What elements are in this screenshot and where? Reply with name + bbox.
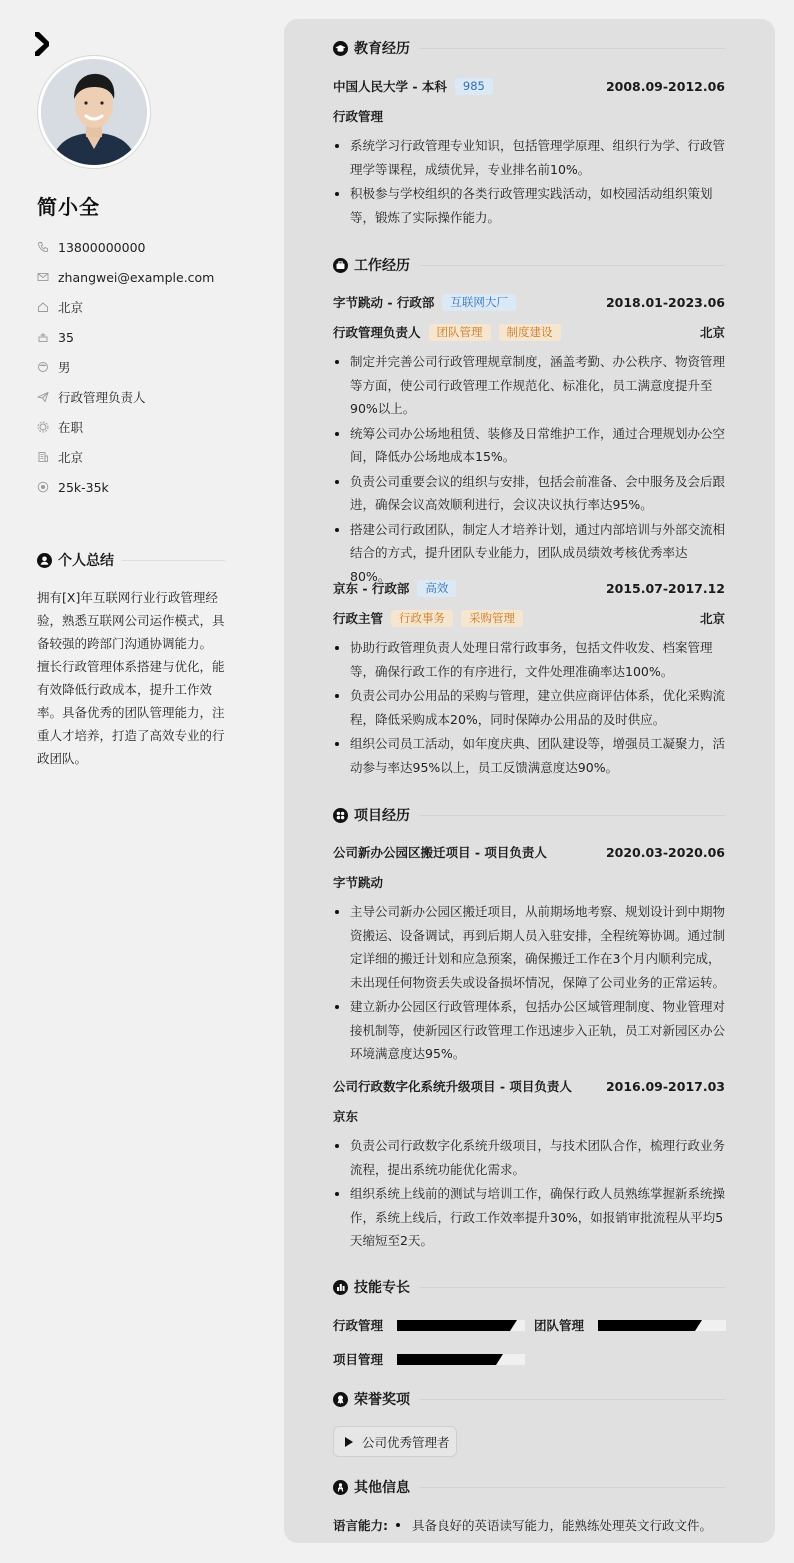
skill-bar [598,1320,726,1331]
skill-bar [397,1354,525,1365]
role-tag: 制度建设 [499,324,561,341]
project-name: 公司新办公园区搬迁项目 - 项目负责人 [333,845,547,860]
profile-name: 简小全 [37,195,100,219]
age-text: 35 [58,329,74,345]
project-company-row [333,1107,725,1125]
user-icon [37,553,52,568]
list-item: 负责公司办公用品的采购与管理，建立供应商评估体系，优化采购流程，降低采购成本20%，同时保障办公用品的及时供应。 [333,684,725,731]
projects-heading [333,805,725,825]
major-name: 行政管理 [333,109,384,124]
skill-name: 项目管理 [333,1352,384,1367]
job-company: 京东 - 行政部 [333,581,410,596]
salary-icon [37,481,49,493]
age-icon [37,331,49,343]
job-bullets [333,350,725,589]
role-tag: 团队管理 [429,324,491,341]
skill-bar-fill [397,1320,510,1331]
info-gender [37,352,257,382]
job-bullets [333,636,725,780]
job-role-row [333,323,725,341]
info-email [37,262,257,292]
mail-icon [37,271,49,283]
award-icon [333,1392,348,1407]
grid-icon [333,808,348,823]
sidebar [0,0,284,1563]
projects-title: 项目经历 [354,808,410,824]
skill-name: 团队管理 [534,1318,585,1333]
list-item: 组织公司员工活动，如年度庆典、团队建设等，增强员工凝聚力，活动参与率达95%以上，员工反馈满意度达90%。 [333,732,725,779]
summary-text: 拥有[X]年互联网行业行政管理经验，熟悉互联网公司运作模式，具备较强的跨部门沟通协调能力。 擅长行政管理体系搭建与优化，能有效降低行政成本，提升工作效率。具备优秀的团队管理能力，注重人才培养，打造了高效专业的行政团队。 [37,590,225,766]
list-item: 制定并完善公司行政管理规章制度，涵盖考勤、办公秩序、物资管理等方面，使公司行政管理工作规范化、标准化，员工满意度提升至90%以上。 [333,350,725,421]
honors-title: 荣誉奖项 [354,1392,410,1408]
divider [420,815,725,816]
list-item: 系统学习行政管理专业知识，包括管理学原理、组织行为学、行政管理学等课程，成绩优异，专业排名前10%。 [333,134,725,181]
company-tag: 高效 [417,580,456,597]
language-label: 语言能力: [333,1518,388,1533]
skill-item [333,1316,525,1334]
gender-icon [37,361,49,373]
info-location [37,292,257,322]
summary-title: 个人总结 [58,553,114,569]
phone-text: 13800000000 [58,239,146,255]
list-item: 组织系统上线前的测试与培训工作，确保行政人员熟练掌握新系统操作，系统上线后，行政工作效率提升30%，如报销审批流程从平均5天缩短至2天。 [333,1182,725,1253]
info-position [37,382,257,412]
list-item: 建立新办公园区行政管理体系，包括办公区域管理制度、物业管理对接机制等，使新园区行政管理工作迅速步入正轨，员工对新园区办公环境满意度达95%。 [333,995,725,1066]
divider [420,265,725,266]
skill-name: 行政管理 [333,1318,384,1333]
language-text: 具备良好的英语读写能力，能熟练处理英文行政文件。 [412,1518,713,1533]
education-heading [333,38,725,58]
education-date: 2008.09-2012.06 [605,78,725,94]
job-role: 行政管理负责人 [333,325,421,340]
divider [420,1287,725,1288]
skill-item [333,1350,525,1368]
phone-icon [37,241,49,253]
project-bullets [333,1134,725,1254]
info-city [37,442,257,472]
bar-chart-icon [333,1280,348,1295]
location-text: 北京 [58,300,84,315]
job-city: 北京 [699,325,725,340]
list-item: 积极参与学校组织的各类行政管理实践活动，如校园活动组织策划等，锻炼了实际操作能力。 [333,182,725,229]
project-bullets [333,900,725,1067]
company-tag: 互联网大厂 [442,294,516,311]
education-row [333,77,725,95]
job-city: 北京 [699,611,725,626]
project-row [333,843,725,861]
person-icon [333,1480,348,1495]
logo-icon [33,30,53,58]
avatar-photo [41,59,147,165]
salary-text: 25k-35k [58,479,109,495]
position-text: 行政管理负责人 [58,390,146,405]
job-row [333,579,725,597]
project-company: 字节跳动 [333,875,384,890]
project-company: 京东 [333,1109,359,1124]
role-tag: 采购管理 [461,610,523,627]
education-title: 教育经历 [354,41,410,57]
job-role-row [333,609,725,627]
project-company-row [333,873,725,891]
job-company: 字节跳动 - 行政部 [333,295,435,310]
divider [122,560,225,561]
project-name: 公司行政数字化系统升级项目 - 项目负责人 [333,1079,572,1094]
skill-bar [397,1320,525,1331]
list-item: 负责公司重要会议的组织与安排，包括会前准备、会中服务及会后跟进，确保会议高效顺利进行，会议决议执行率达95%。 [333,470,725,517]
info-phone [37,232,257,262]
city-text: 北京 [58,450,84,465]
other-title: 其他信息 [354,1480,410,1496]
project-date: 2016.09-2017.03 [605,1078,725,1094]
project-date: 2020.03-2020.06 [605,844,725,860]
work-title: 工作经历 [354,258,410,274]
job-date: 2018.01-2023.06 [605,294,725,310]
list-item: 协助行政管理负责人处理日常行政事务，包括文件收发、档案管理等，确保行政工作的有序进行，文件处理准确率达100%。 [333,636,725,683]
summary-heading [37,550,225,570]
divider [420,48,725,49]
role-tag: 行政事务 [391,610,453,627]
email-text: zhangwei@example.com [58,269,215,285]
main-panel [284,19,775,1543]
bullet-dot [396,1523,400,1527]
status-icon [37,421,49,433]
play-icon [345,1437,353,1447]
list-item: 搭建公司行政团队，制定人才培养计划，通过内部培训与外部交流相结合的方式，提升团队专业能力，团队成员绩效考核优秀率达80%。 [333,518,725,589]
skill-item [534,1316,726,1334]
job-role: 行政主管 [333,611,384,626]
list-item: 主导公司新办公园区搬迁项目，从前期场地考察、规划设计到中期物资搬运、设备调试，再到后期人员入驻安排，全程统筹协调。通过制定详细的搬迁计划和应急预案，确保搬迁工作在3个月内顺利完成，未出现任何物资丢失或设备损坏情况，保障了公司业务的正常运转。 [333,900,725,994]
skills-title: 技能专长 [354,1280,410,1296]
send-icon [37,391,49,403]
list-item: 负责公司行政数字化系统升级项目，与技术团队合作，梳理行政业务流程，提出系统功能优化需求。 [333,1134,725,1181]
info-age [37,322,257,352]
major-row [333,107,725,125]
contact-info-list [37,232,257,502]
avatar [38,56,150,168]
honors-heading [333,1389,725,1409]
skills-heading [333,1277,725,1297]
job-row [333,293,725,311]
home-icon [37,301,49,313]
divider [420,1487,725,1488]
job-date: 2015.07-2017.12 [605,580,725,596]
briefcase-icon [333,258,348,273]
divider [420,1399,725,1400]
skill-bar-fill [598,1320,695,1331]
education-bullets [333,134,725,230]
status-text: 在职 [58,420,84,435]
gender-text: 男 [58,360,71,375]
project-row [333,1077,725,1095]
school-name: 中国人民大学 - 本科 [333,79,447,94]
building-icon [37,451,49,463]
other-heading [333,1477,725,1497]
work-heading [333,255,725,275]
list-item: 统筹公司办公场地租赁、装修及日常维护工作，通过合理规划办公空间，降低办公场地成本15%。 [333,422,725,469]
award-item[interactable] [333,1426,457,1457]
school-tag: 985 [455,78,493,95]
award-text: 公司优秀管理者 [362,1434,450,1450]
info-status [37,412,257,442]
skill-bar-fill [397,1354,496,1365]
graduation-cap-icon [333,41,348,56]
language-row [333,1516,712,1534]
info-salary [37,472,257,502]
